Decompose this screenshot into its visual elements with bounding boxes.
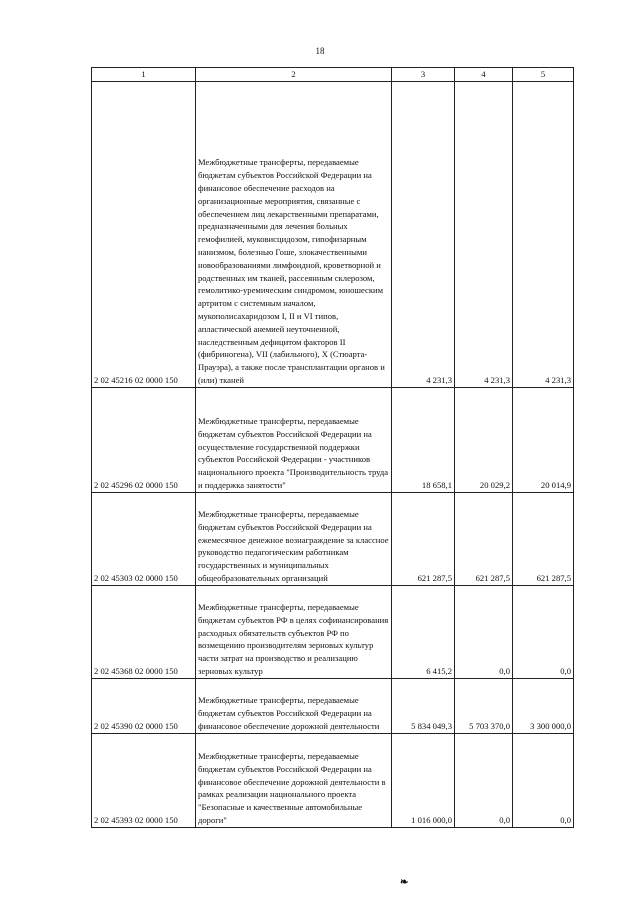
value-col-3: 621 287,5	[392, 492, 455, 585]
table-row	[92, 585, 574, 678]
row-description: Межбюджетные трансферты, передаваемые бюджетам субъектов Российской Федерации на осуществление государственной поддержки субъектов Российской Федерации - участников национального проекта "Производительность труда и поддержка занятости"	[196, 387, 392, 492]
table-row	[92, 387, 574, 492]
row-description: Межбюджетные трансферты, передаваемые бюджетам субъектов Российской Федерации на финансовое обеспечение дорожной деятельности в рамках реализации национального проекта "Безопасные и качественные автомобильные дороги"	[196, 733, 392, 827]
value-col-5: 621 287,5	[513, 492, 574, 585]
budget-code: 2 02 45393 02 0000 150	[92, 733, 196, 827]
value-col-3: 6 415,2	[392, 585, 455, 678]
value-col-5: 4 231,3	[513, 81, 574, 387]
value-col-5: 0,0	[513, 585, 574, 678]
table-row	[92, 492, 574, 585]
budget-code: 2 02 45390 02 0000 150	[92, 678, 196, 733]
value-col-4: 621 287,5	[455, 492, 513, 585]
column-header-1: 1	[92, 68, 196, 82]
budget-code: 2 02 45216 02 0000 150	[92, 81, 196, 387]
column-header-3: 3	[392, 68, 455, 82]
value-col-4: 0,0	[455, 733, 513, 827]
value-col-3: 1 016 000,0	[392, 733, 455, 827]
column-header-5: 5	[513, 68, 574, 82]
row-description: Межбюджетные трансферты, передаваемые бюджетам субъектов Российской Федерации на ежемесячное денежное вознаграждение за классное руководство педагогическим работникам государственных и муниципальных общеобразовательных организаций	[196, 492, 392, 585]
table-header-row	[92, 68, 574, 82]
table-row	[92, 81, 574, 387]
value-col-4: 20 029,2	[455, 387, 513, 492]
value-col-4: 0,0	[455, 585, 513, 678]
value-col-3: 5 834 049,3	[392, 678, 455, 733]
column-header-2: 2	[196, 68, 392, 82]
column-header-4: 4	[455, 68, 513, 82]
budget-revenue-table	[91, 67, 574, 828]
table-row	[92, 678, 574, 733]
row-description: Межбюджетные трансферты, передаваемые бюджетам субъектов Российской Федерации на финансовое обеспечение расходов на организационные мероприятия, связанные с обеспечением лиц лекарственными препаратами, предназначенными для лечения больных гемофилией, муковисцидозом, гипофизарным нанизмом, болезнью Гоше, злокачественными новообразованиями лимфоидной, кроветворной и родственных им тканей, рассеянным склерозом, гемолитико-уремическим синдромом, юношеским артритом с системным началом, мукополисахаридозом I, II и VI типов, апластической анемией неуточненной, наследственным дефицитом факторов II (фибриногена), VII (лабильного), X (Стюарта-Прауэра), а также после трансплантации органов и (или) тканей	[196, 81, 392, 387]
table-row	[92, 733, 574, 827]
value-col-4: 5 703 370,0	[455, 678, 513, 733]
budget-code: 2 02 45296 02 0000 150	[92, 387, 196, 492]
value-col-5: 20 014,9	[513, 387, 574, 492]
ink-mark: ❧	[400, 877, 409, 888]
value-col-4: 4 231,3	[455, 81, 513, 387]
value-col-5: 3 300 000,0	[513, 678, 574, 733]
value-col-3: 18 658,1	[392, 387, 455, 492]
budget-code: 2 02 45303 02 0000 150	[92, 492, 196, 585]
row-description: Межбюджетные трансферты, передаваемые бюджетам субъектов Российской Федерации на финансовое обеспечение дорожной деятельности	[196, 678, 392, 733]
value-col-3: 4 231,3	[392, 81, 455, 387]
row-description: Межбюджетные трансферты, передаваемые бюджетам субъектов РФ в целях софинансирования расходных обязательств субъектов РФ по возмещению производителям зерновых культур части затрат на производство и реализацию зерновых культур	[196, 585, 392, 678]
budget-code: 2 02 45368 02 0000 150	[92, 585, 196, 678]
value-col-5: 0,0	[513, 733, 574, 827]
page-number: 18	[315, 46, 325, 56]
